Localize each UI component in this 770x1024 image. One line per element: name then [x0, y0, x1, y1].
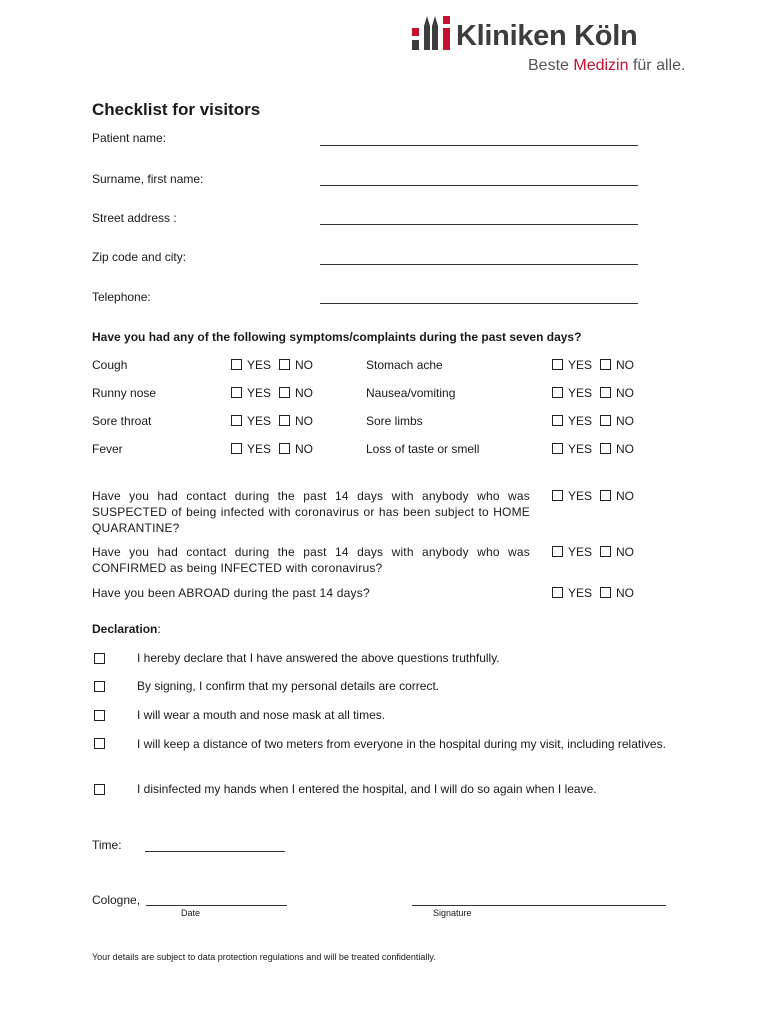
- declaration-item-5: I disinfected my hands when I entered the hospital, and I will do so again when I leave.: [137, 782, 597, 796]
- street-address-field[interactable]: [320, 224, 638, 225]
- checkbox-yes[interactable]: [231, 415, 242, 426]
- checkbox-no[interactable]: [600, 359, 611, 370]
- question-abroad: Have you been ABROAD during the past 14 days?: [92, 586, 370, 600]
- checkbox-yes[interactable]: [552, 546, 563, 557]
- declaration-checkbox-1[interactable]: [94, 653, 105, 664]
- telephone-field[interactable]: [320, 303, 638, 304]
- date-caption: Date: [181, 908, 201, 918]
- symptom-loss-of-taste: Loss of taste or smell: [366, 442, 480, 456]
- symptoms-question: Have you had any of the following symptoms/complaints during the past seven days?: [92, 330, 582, 344]
- checkbox-yes[interactable]: [552, 387, 563, 398]
- field-label-street: Street address :: [92, 211, 177, 225]
- yes-no-runny-nose: YES NO: [231, 386, 313, 400]
- checkbox-yes[interactable]: [552, 587, 563, 598]
- checkbox-no[interactable]: [600, 443, 611, 454]
- yes-no-fever: YES NO: [231, 442, 313, 456]
- checkbox-no[interactable]: [600, 587, 611, 598]
- yes-no-cough: YES NO: [231, 358, 313, 372]
- symptom-stomach-ache: Stomach ache: [366, 358, 443, 372]
- checkbox-yes[interactable]: [231, 359, 242, 370]
- declaration-checkbox-2[interactable]: [94, 681, 105, 692]
- declaration-item-3: I will wear a mouth and nose mask at all times.: [137, 708, 386, 722]
- yes-no-sore-throat: YES NO: [231, 414, 313, 428]
- yes-no-confirmed-contact: YES NO: [552, 545, 634, 559]
- question-confirmed-contact: Have you had contact during the past 14 days with anybody who was CONFIRMED as being INFECTED with coronavirus?: [92, 545, 530, 575]
- checkbox-yes[interactable]: [552, 359, 563, 370]
- declaration-checkbox-5[interactable]: [94, 784, 105, 795]
- symptom-sore-limbs: Sore limbs: [366, 414, 423, 428]
- field-label-surname: Surname, first name:: [92, 172, 204, 186]
- symptom-nausea: Nausea/vomiting: [366, 386, 456, 400]
- checkbox-yes[interactable]: [552, 490, 563, 501]
- kliniken-koeln-logo-icon: [412, 16, 450, 50]
- declaration-checkbox-4[interactable]: [94, 738, 105, 749]
- yes-no-sore-limbs: YES NO: [552, 414, 634, 428]
- field-label-patient-name: Patient name:: [92, 131, 167, 145]
- yes-no-suspected-contact: YES NO: [552, 489, 634, 503]
- checkbox-yes[interactable]: [552, 415, 563, 426]
- time-field[interactable]: [145, 851, 285, 852]
- symptom-fever: Fever: [92, 442, 123, 456]
- yes-no-abroad: YES NO: [552, 586, 634, 600]
- logo-tagline: Beste Medizin für alle.: [528, 57, 686, 74]
- checkbox-yes[interactable]: [231, 443, 242, 454]
- checkbox-yes[interactable]: [231, 387, 242, 398]
- checkbox-no[interactable]: [600, 387, 611, 398]
- declaration-item-2: By signing, I confirm that my personal details are correct.: [137, 679, 440, 693]
- yes-no-stomach-ache: YES NO: [552, 358, 634, 372]
- signature-field[interactable]: [412, 905, 666, 906]
- field-label-zip-city: Zip code and city:: [92, 250, 187, 264]
- signature-caption: Signature: [433, 908, 472, 918]
- question-suspected-contact: Have you had contact during the past 14 days with anybody who was SUSPECTED of being infected with coronavirus or has been subject to HOME QUARANTINE?: [92, 489, 530, 535]
- patient-name-field[interactable]: [320, 145, 638, 146]
- declaration-item-4: I will keep a distance of two meters from everyone in the hospital during my visit, including relatives.: [137, 737, 666, 751]
- zip-city-field[interactable]: [320, 264, 638, 265]
- yes-no-loss-of-taste: YES NO: [552, 442, 634, 456]
- logo-name: Kliniken Köln: [456, 20, 638, 52]
- declaration-checkbox-3[interactable]: [94, 710, 105, 721]
- checkbox-no[interactable]: [600, 490, 611, 501]
- checkbox-no[interactable]: [279, 415, 290, 426]
- checkbox-no[interactable]: [279, 359, 290, 370]
- place-label: Cologne,: [92, 893, 141, 907]
- checkbox-yes[interactable]: [552, 443, 563, 454]
- checkbox-no[interactable]: [279, 443, 290, 454]
- time-label: Time:: [92, 838, 122, 852]
- symptom-runny-nose: Runny nose: [92, 386, 157, 400]
- yes-no-nausea: YES NO: [552, 386, 634, 400]
- declaration-item-1: I hereby declare that I have answered the above questions truthfully.: [137, 651, 500, 665]
- symptom-sore-throat: Sore throat: [92, 414, 152, 428]
- surname-field[interactable]: [320, 185, 638, 186]
- symptom-cough: Cough: [92, 358, 128, 372]
- page-title: Checklist for visitors: [92, 100, 261, 119]
- privacy-footer: Your details are subject to data protection regulations and will be treated confidentially.: [92, 952, 436, 962]
- checkbox-no[interactable]: [600, 546, 611, 557]
- date-field[interactable]: [146, 905, 287, 906]
- field-label-telephone: Telephone:: [92, 290, 151, 304]
- checkbox-no[interactable]: [600, 415, 611, 426]
- checkbox-no[interactable]: [279, 387, 290, 398]
- declaration-title: Declaration:: [92, 622, 161, 636]
